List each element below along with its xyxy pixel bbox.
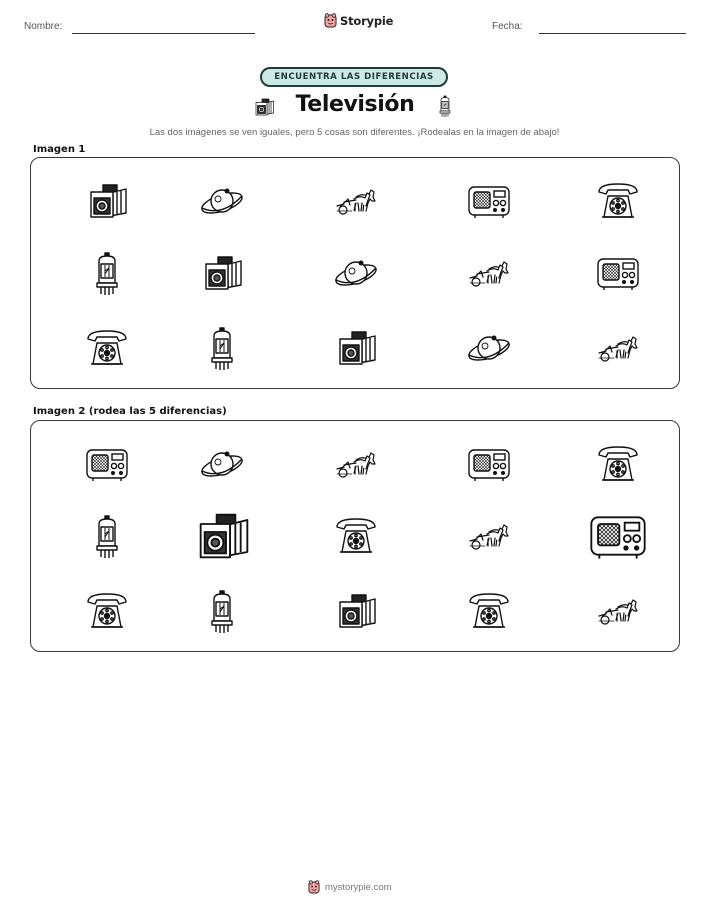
image2-panel[interactable] [30,420,680,652]
horse-cart-icon [594,587,642,635]
radio-icon [594,249,642,297]
picture-cell [198,177,246,225]
image1-panel [30,157,680,389]
picture-cell [332,324,380,372]
vacuum-tube-icon [433,89,457,123]
horse-cart-icon [332,177,380,225]
picture-cell [594,324,642,372]
bear-logo-icon [308,880,320,894]
camera-icon [83,177,131,225]
footer [308,880,392,894]
bear-logo-icon [324,13,337,28]
picture-cell [594,249,642,297]
picture-cell [83,324,131,372]
image1-label: Imagen 1 [33,144,86,155]
radio-icon [465,177,513,225]
image2-label: Imagen 2 (rodea las 5 diferencias) [33,406,227,417]
vacuum-tube-icon [198,324,246,372]
telephone-icon [83,587,131,635]
picture-cell[interactable] [83,440,131,488]
camera-icon [332,587,380,635]
picture-cell[interactable] [465,587,513,635]
picture-cell[interactable] [198,587,246,635]
planet-icon [465,324,513,372]
picture-cell[interactable] [465,512,513,560]
picture-cell[interactable] [198,440,246,488]
vacuum-tube-icon [83,249,131,297]
activity-badge: ENCUENTRA LAS DIFERENCIAS [260,67,448,87]
planet-icon [332,249,380,297]
horse-cart-icon [594,324,642,372]
picture-cell [594,177,642,225]
camera-icon [190,504,254,568]
planet-icon [198,177,246,225]
picture-cell [332,177,380,225]
footer-url: mystorypie.com [325,881,392,893]
picture-cell[interactable] [594,440,642,488]
picture-cell [465,324,513,372]
picture-cell [332,249,380,297]
page-title: Televisión [295,92,415,117]
picture-cell [83,177,131,225]
picture-cell [465,249,513,297]
picture-cell[interactable] [586,504,650,568]
picture-cell [465,177,513,225]
picture-cell[interactable] [83,512,131,560]
telephone-icon [594,177,642,225]
telephone-icon [465,587,513,635]
telephone-icon [332,512,380,560]
picture-cell [198,324,246,372]
picture-cell[interactable] [594,587,642,635]
picture-cell[interactable] [332,512,380,560]
brand-logo [324,13,393,28]
radio-icon [465,440,513,488]
camera-icon [198,249,246,297]
horse-cart-icon [332,440,380,488]
picture-cell [83,249,131,297]
picture-cell[interactable] [465,440,513,488]
name-label: Nombre: [24,21,63,32]
vacuum-tube-icon [198,587,246,635]
date-field[interactable] [539,33,686,34]
planet-icon [198,440,246,488]
radio-icon [586,504,650,568]
horse-cart-icon [465,249,513,297]
vacuum-tube-icon [83,512,131,560]
telephone-icon [594,440,642,488]
name-field[interactable] [72,33,255,34]
picture-cell [198,249,246,297]
telephone-icon [83,324,131,372]
camera-icon [252,90,276,124]
picture-cell[interactable] [332,440,380,488]
picture-cell[interactable] [332,587,380,635]
instructions: Las dos imágenes se ven iguales, pero 5 cosas son diferentes. ¡Rodealas en la imagen de abajo! [149,127,560,138]
horse-cart-icon [465,512,513,560]
picture-cell[interactable] [83,587,131,635]
brand-name: Storypie [340,13,394,28]
date-label: Fecha: [492,21,523,32]
camera-icon [332,324,380,372]
picture-cell[interactable] [190,504,254,568]
radio-icon [83,440,131,488]
